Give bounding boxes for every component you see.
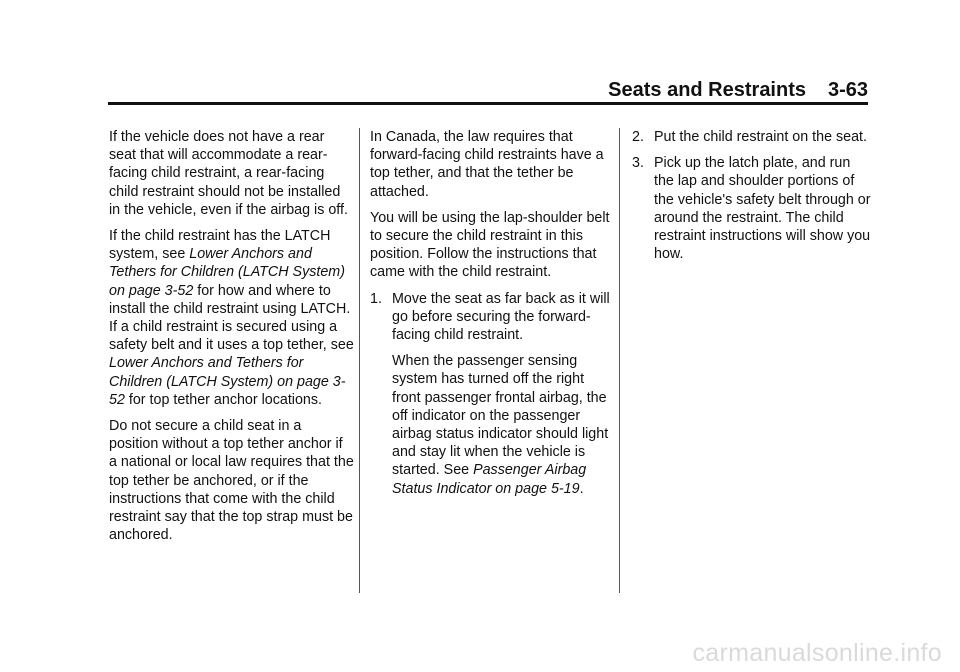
text-column-1 <box>109 128 354 552</box>
numbered-step <box>632 154 872 263</box>
numbered-step <box>370 290 610 345</box>
watermark: carmanualsonline.info <box>692 639 942 667</box>
step-note-text: . <box>579 480 584 497</box>
paragraph-text: for how and where to install the child restraint using LATCH. If a child restraint is secured using a safety belt and it uses a top tether, see <box>109 282 354 354</box>
page-number: 3-63 <box>827 79 868 101</box>
header-rule <box>108 102 868 105</box>
cross-reference-link[interactable]: Passenger Airbag Status Indicator on page 5-19 <box>392 462 587 497</box>
paragraph: If the vehicle does not have a rear seat that will accommodate a rear-facing child restraint, a rear-facing child restraint should not be installed in the vehicle, even if the airbag is off. <box>109 129 348 218</box>
cross-reference-link[interactable]: Lower Anchors and Tethers for Children (LATCH System) on page 3-52 <box>109 355 346 408</box>
paragraph-text: If the child restraint has the LATCH system, see <box>109 228 331 263</box>
cross-reference-link[interactable]: Lower Anchors and Tethers for Children (LATCH System) on page 3-52 <box>109 246 345 299</box>
paragraph: Do not secure a child seat in a position without a top tether anchor if a national or local law requires that the top tether be anchored, or if the instructions that come with the child restraint say that the top strap must be anchored. <box>109 418 354 544</box>
paragraph-text: for top tether anchor locations. <box>124 391 322 408</box>
step-number: 3. <box>632 155 644 172</box>
step-text: Move the seat as far back as it will go before securing the forward-facing child restraint. <box>392 290 610 344</box>
paragraph: In Canada, the law requires that forward-facing child restraints have a top tether, and that the tether be attached. <box>370 129 604 200</box>
text-column-3 <box>632 128 872 271</box>
numbered-step <box>632 128 872 146</box>
step-number: 2. <box>632 129 644 145</box>
page-header <box>108 78 868 102</box>
step-note-text: When the passenger sensing system has turned off the right front passenger frontal airbag, the off indicator on the passenger airbag status indicator should light and stay lit when the vehicle is started. See <box>392 353 609 479</box>
column-divider <box>619 128 620 593</box>
step-text: Put the child restraint on the seat. <box>654 129 867 145</box>
paragraph <box>109 227 354 409</box>
step-text: Pick up the latch plate, and run the lap and shoulder portions of the vehicle's safety belt through or around the restraint. The child restraint instructions will show you how. <box>654 155 871 263</box>
text-column-2 <box>370 128 610 506</box>
column-divider <box>359 128 360 593</box>
step-number: 1. <box>370 290 382 307</box>
section-title: Seats and Restraints <box>608 79 806 101</box>
step-note <box>370 352 610 498</box>
paragraph: You will be using the lap-shoulder belt to secure the child restraint in this position. Follow the instructions that came with the child restraint. <box>370 209 610 281</box>
